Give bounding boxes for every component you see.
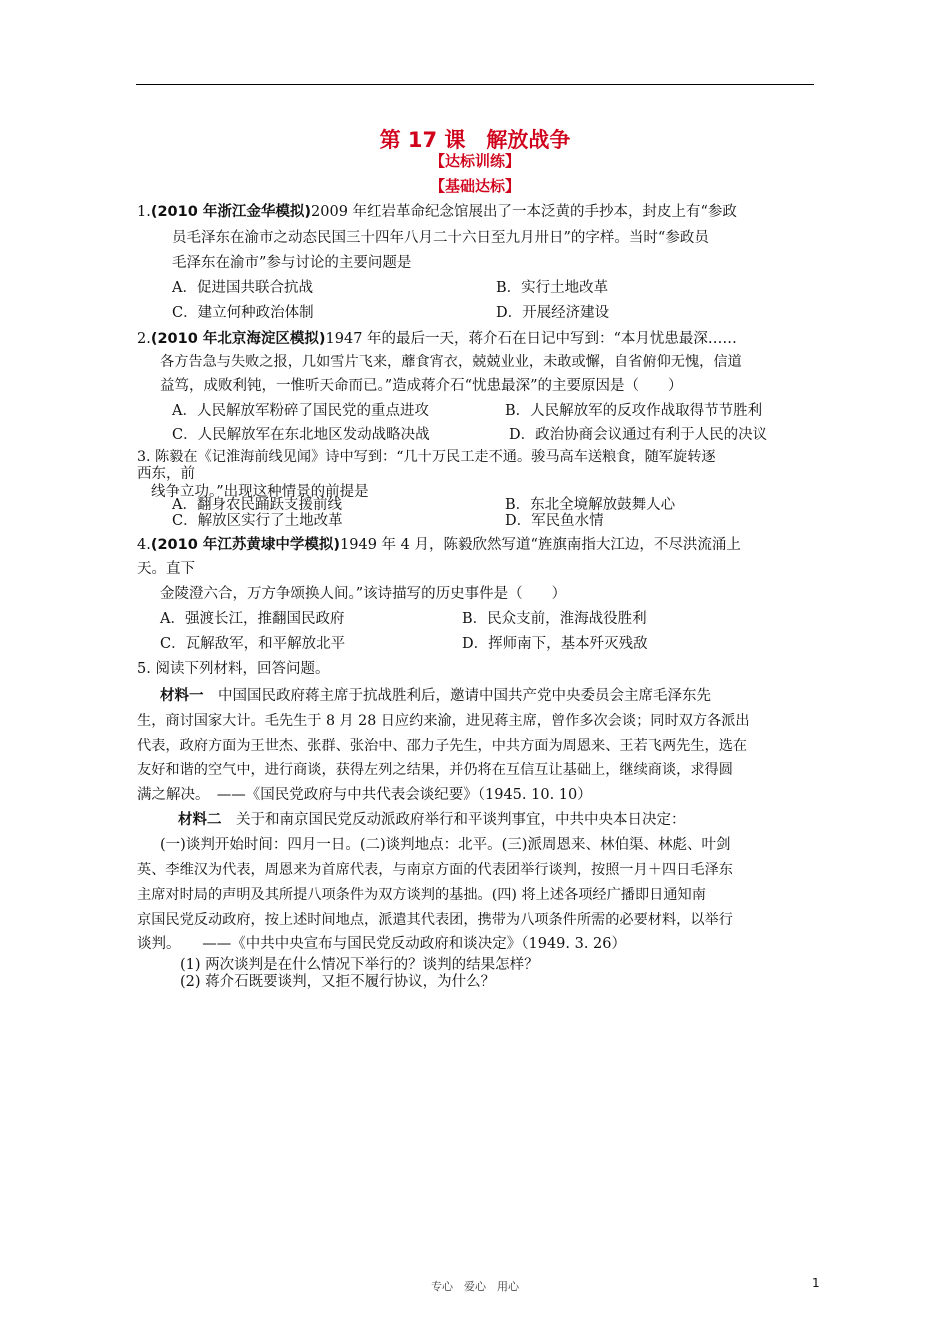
option-d: D．开展经济建设 [496,305,610,321]
question-text: 1949 年 4 月，陈毅欣然写道“旌旗南指大江边，不尽洪流涌上 [340,537,741,553]
question-4-line-3: 金陵澄六合，万方争颂换人间。”该诗描写的历史事件是（ ） [160,586,567,602]
question-1-line-2: 员毛泽东在渝市之动态民国三十四年八月二十六日至九月卅日”的字样。当时“参政员 [172,230,709,246]
option-a: A．促进国共联合抗战 [172,280,313,296]
question-number: 4. [137,537,151,553]
question-3-line-3: 线争立功。”出现这种情景的前提是 [151,484,369,500]
question-3-line-2: 西东，前 [137,466,195,482]
material-2-citation: 谈判。 ——《中共中央宣布与国民党反动政府和谈决定》（1949. 3. 26） [137,936,627,952]
material-2-line-2: (一)谈判开始时间：四月一日。(二)谈判地点：北平。(三)派周恩来、林伯渠、林彪、叶剑 [160,837,731,853]
material-1-label: 材料一 [160,688,204,704]
question-2-line-1 [137,329,737,349]
question-5-intro: 5. 阅读下列材料，回答问题。 [137,661,330,677]
section-heading: 【达标训练】 [429,152,520,170]
option-b: B．实行土地改革 [496,280,609,296]
material-1-line-1 [160,686,711,706]
option-d: D．军民鱼水情 [505,513,604,529]
question-4-line-1 [137,535,741,555]
option-c: C．人民解放军在东北地区发动战略决战 [172,427,430,443]
material-2-line-5: 京国民党反动政府，按上述时间地点，派遣其代表团，携带为八项条件所需的必要材料，以举行 [137,912,733,928]
option-d: D．挥师南下，基本歼灭残敌 [462,636,648,652]
page-footer: 专心 爱心 用心 [431,1280,519,1293]
material-1-citation: 满之解决。 ——《国民党政府与中共代表会谈纪要》（1945. 10. 10） [137,787,592,803]
question-1-line-3: 毛泽东在渝市”参与讨论的主要问题是 [172,255,412,271]
option-b: B．东北全境解放鼓舞人心 [505,497,676,513]
option-c: C．瓦解敌军，和平解放北平 [160,636,346,652]
material-1-line-3: 代表，政府方面为王世杰、张群、张治中、邵力子先生，中共方面为周恩来、王若飞两先生，选在 [137,738,748,754]
header-rule [136,84,814,85]
question-3-line-1: 3. 陈毅在《记淮海前线见闻》诗中写到：“几十万民工走不通。骏马高车送粮食，随军旋转逐 [137,449,716,465]
material-2-label: 材料二 [178,812,222,828]
question-text: 1947 年的最后一天，蒋介石在日记中写到：“本月忧患最深…… [325,331,737,347]
subsection-heading: 【基础达标】 [429,177,520,195]
question-number: 2. [137,331,151,347]
option-a: A．人民解放军粉碎了国民党的重点进攻 [172,403,429,419]
sub-question-2: (2) 蒋介石既要谈判，又拒不履行协议，为什么？ [180,974,496,990]
page-number: 1 [812,1276,820,1290]
option-a: A．强渡长江，推翻国民政府 [160,611,345,627]
option-b: B．人民解放军的反攻作战取得节节胜利 [505,403,763,419]
option-a: A．翻身农民踊跃支援前线 [172,497,342,513]
question-2-line-2: 各方告急与失败之报，几如雪片飞来，蘼食宵衣，兢兢业业，未敢或懈，自省俯仰无愧，信道 [160,354,742,370]
question-number: 1. [137,204,151,220]
option-c: C．建立何种政治体制 [172,305,314,321]
material-text: 中国国民政府蒋主席于抗战胜利后，邀请中国共产党中央委员会主席毛泽东先 [203,688,711,704]
question-1-line-1 [137,202,737,222]
question-source: (2010 年江苏黄埭中学模拟) [150,537,341,553]
lesson-title: 第 17 课 解放战争 [379,128,571,152]
question-source: (2010 年北京海淀区模拟) [150,331,326,347]
sub-question-1: (1) 两次谈判是在什么情况下举行的？谈判的结果怎样？ [180,957,539,973]
material-2-line-4: 主席对时局的声明及其所提八项条件为双方谈判的基拙。(四) 将上述各项经广播即日通知南 [137,887,706,903]
option-d: D．政治协商会议通过有利于人民的决议 [509,427,768,443]
option-b: B．民众支前，淮海战役胜利 [462,611,647,627]
material-2-line-1 [178,810,686,830]
question-text: 2009 年红岩革命纪念馆展出了一本泛黄的手抄本，封皮上有“参政 [311,204,737,220]
question-source: (2010 年浙江金华模拟) [150,204,312,220]
material-text: 关于和南京国民党反动派政府举行和平谈判事宜，中共中央本日决定： [221,812,686,828]
question-2-line-3: 益笃，成败利钝，一惟听天命而已。”造成蒋介石“忧患最深”的主要原因是（ ） [160,378,683,394]
question-4-line-2: 天。直下 [137,561,195,577]
material-1-line-2: 生，商讨国家大计。毛先生于 8 月 28 日应约来渝，进见蒋主席，曾作多次会谈；同时双方各派出 [137,713,750,729]
option-c: C．解放区实行了土地改革 [172,513,343,529]
material-2-line-3: 英、李维汉为代表，周恩来为首席代表，与南京方面的代表团举行谈判，按照一月＋四日毛泽东 [137,862,733,878]
material-1-line-4: 友好和谐的空气中，进行商谈，获得左列之结果，并仍将在互信互让基础上，继续商谈，求得圆 [137,762,733,778]
